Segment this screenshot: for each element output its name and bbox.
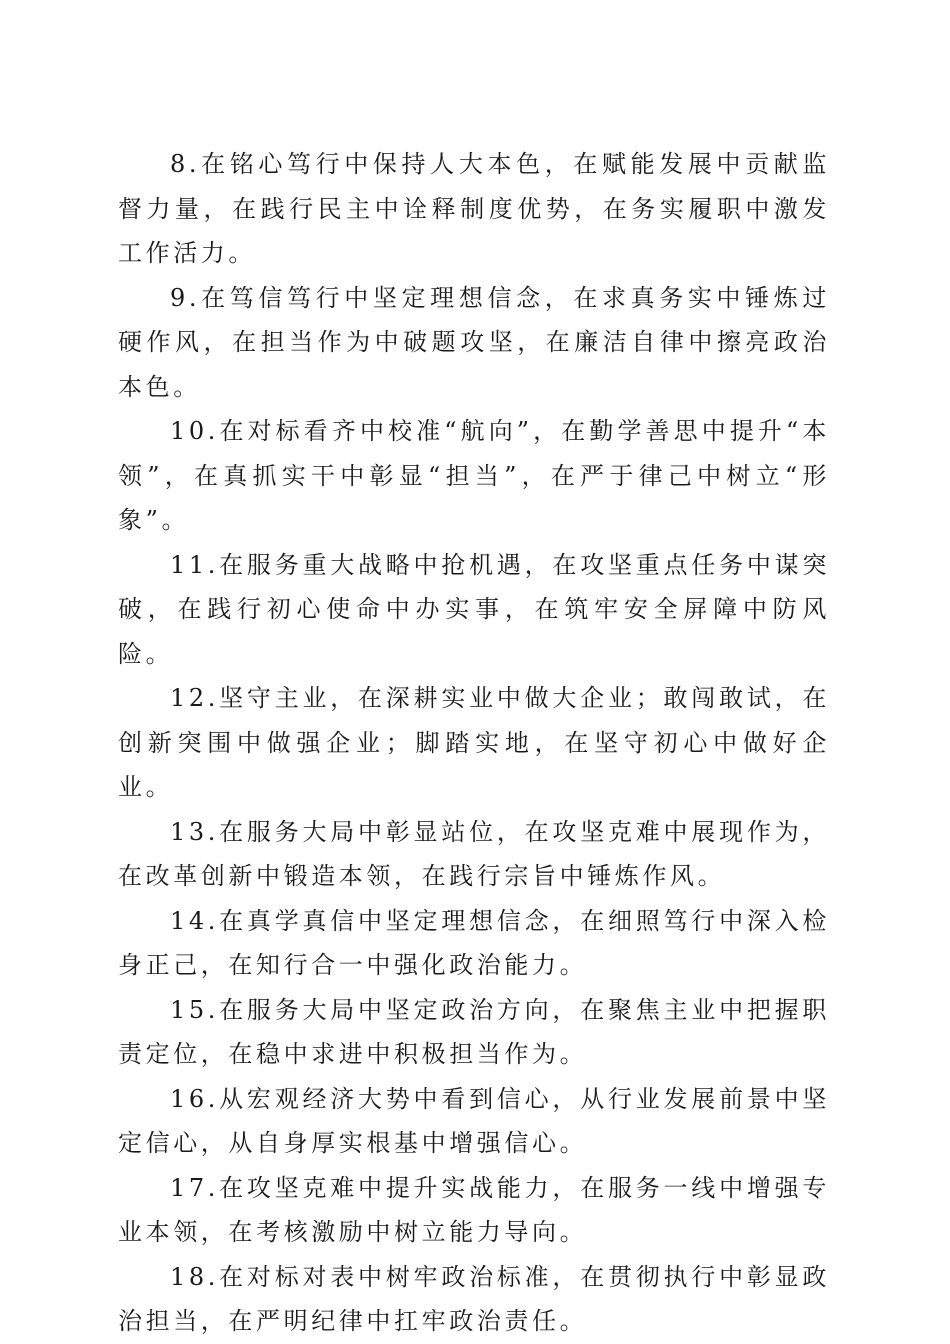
paragraph-9: 9.在笃信笃行中坚定理想信念，在求真务实中锤炼过硬作风，在担当作为中破题攻坚，在廉洁自律中擦亮政治本色。	[118, 283, 830, 401]
paragraph-12: 12.坚守主业，在深耕实业中做大企业；敢闯敢试，在创新突围中做强企业；脚踏实地，在坚守初心中做好企业。	[118, 684, 830, 801]
paragraph-11: 11.在服务重大战略中抢机遇，在攻坚重点任务中谋突破，在践行初心使命中办实事，在筑牢安全屏障中防风险。	[118, 550, 830, 668]
paragraph-10: 10.在对标看齐中校准“航向”，在勤学善思中提升“本领”，在真抓实干中彰显“担当”，在严于律己中树立“形象”。	[118, 417, 830, 534]
paragraph-18: 18.在对标对表中树牢政治标准，在贯彻执行中彰显政治担当，在严明纪律中扛牢政治责任。	[118, 1262, 830, 1335]
document-body	[118, 142, 830, 1344]
paragraph-16: 16.从宏观经济大势中看到信心，从行业发展前景中坚定信心，从自身厚实根基中增强信心。	[118, 1084, 830, 1157]
paragraph-13: 13.在服务大局中彰显站位，在攻坚克难中展现作为，在改革创新中锻造本领，在践行宗旨中锤炼作风。	[118, 817, 830, 890]
paragraph-8: 8.在铭心笃行中保持人大本色，在赋能发展中贡献监督力量，在践行民主中诠释制度优势，在务实履职中激发工作活力。	[118, 150, 830, 267]
paragraph-15: 15.在服务大局中坚定政治方向，在聚焦主业中把握职责定位，在稳中求进中积极担当作为。	[118, 995, 830, 1068]
paragraph-17: 17.在攻坚克难中提升实战能力，在服务一线中增强专业本领，在考核激励中树立能力导向。	[118, 1173, 830, 1246]
paragraph-14: 14.在真学真信中坚定理想信念，在细照笃行中深入检身正己，在知行合一中强化政治能力。	[118, 906, 830, 979]
